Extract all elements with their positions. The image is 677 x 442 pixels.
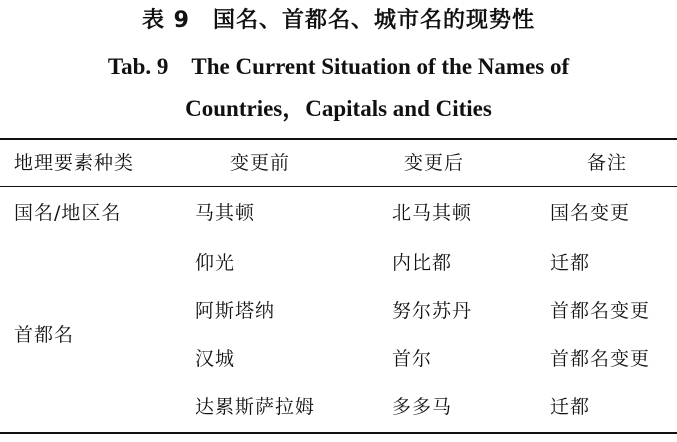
table-cell-before: 达累斯萨拉姆 <box>195 396 316 418</box>
table-cell-before: 马其顿 <box>195 202 256 224</box>
table-title-chinese: 表 9 国名、首都名、城市名的现势性 <box>142 8 535 33</box>
table-header-rule <box>0 186 677 187</box>
table-cell-note: 迁都 <box>550 252 591 274</box>
table-cell-after: 内比都 <box>392 252 453 274</box>
table-cell-category: 国名/地区名 <box>14 202 122 224</box>
table-header-before: 变更前 <box>230 152 291 174</box>
table-cell-before: 仰光 <box>195 252 236 274</box>
table-cell-note: 首都名变更 <box>550 348 651 370</box>
table-header-category: 地理要素种类 <box>14 152 135 174</box>
table-cell-note: 国名变更 <box>550 202 631 224</box>
table-cell-category-merged: 首都名 <box>14 324 75 346</box>
table-cell-note: 迁都 <box>550 396 591 418</box>
table-cell-after: 北马其顿 <box>392 202 473 224</box>
table-cell-after: 首尔 <box>392 348 433 370</box>
table-cell-note: 首都名变更 <box>550 300 651 322</box>
table-cell-after: 努尔苏丹 <box>392 300 473 322</box>
table-cell-before: 阿斯塔纳 <box>195 300 276 322</box>
table-header-note: 备注 <box>587 152 628 174</box>
table-cell-before: 汉城 <box>195 348 236 370</box>
table-bottom-rule <box>0 432 677 434</box>
table-title-english-line2: Countries，Capitals and Cities <box>185 96 492 121</box>
table-title-english-line1: Tab. 9 The Current Situation of the Names of <box>107 54 570 79</box>
table-top-rule <box>0 138 677 140</box>
table-cell-after: 多多马 <box>392 396 453 418</box>
table-header-after: 变更后 <box>404 152 465 174</box>
